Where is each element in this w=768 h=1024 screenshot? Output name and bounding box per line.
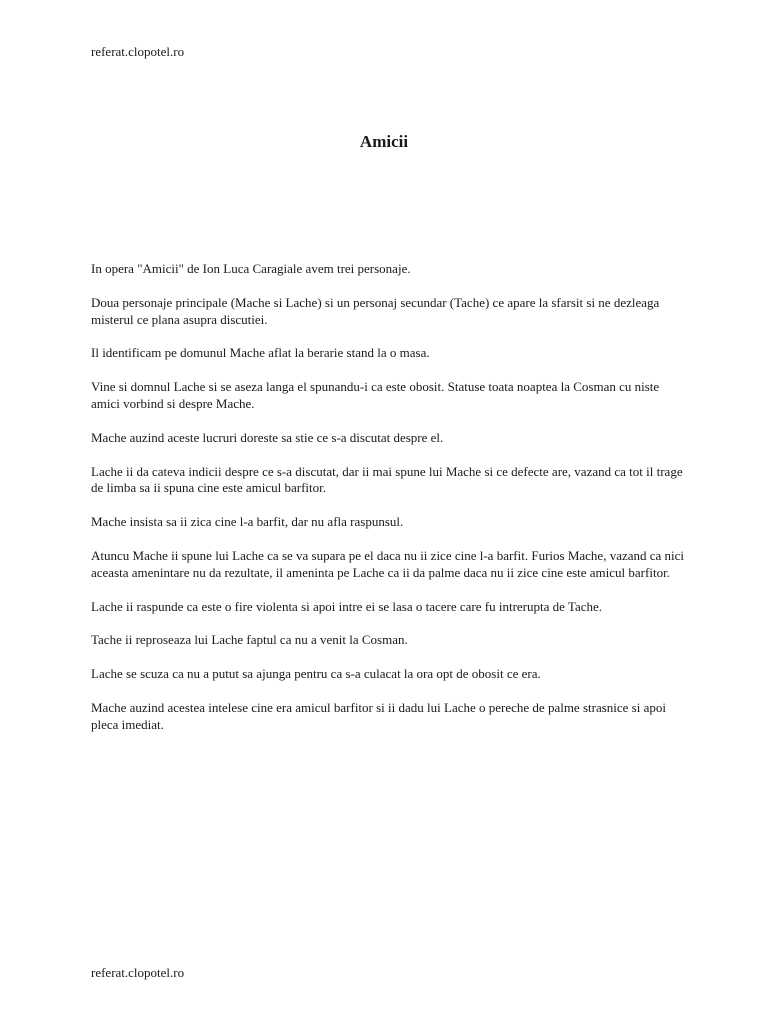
paragraph: Tache ii reproseaza lui Lache faptul ca nu a venit la Cosman. bbox=[91, 632, 408, 648]
paragraph: Mache auzind acestea intelese cine era amicul barfitor si ii dadu lui Lache o pereche de palme strasnice si apoi pleca imediat. bbox=[91, 699, 666, 732]
page-footer-site: referat.clopotel.ro bbox=[91, 965, 185, 980]
document-body bbox=[91, 261, 691, 751]
document-title: Amicii bbox=[359, 132, 409, 151]
paragraph: Lache se scuza ca nu a putut sa ajunga pentru ca s-a culacat la ora opt de obosit ce era. bbox=[91, 666, 541, 682]
paragraph: Mache insista sa ii zica cine l-a barfit, dar nu afla raspunsul. bbox=[91, 514, 404, 530]
paragraph: Il identificam pe domunul Mache aflat la berarie stand la o masa. bbox=[91, 345, 430, 361]
paragraph: Mache auzind aceste lucruri doreste sa stie ce s-a discutat despre el. bbox=[91, 429, 444, 445]
paragraph: Lache ii da cateva indicii despre ce s-a discutat, dar ii mai spune lui Mache si ce defecte are, vazand ca tot il trage de limba sa ii spuna cine este amicul barfitor. bbox=[91, 463, 683, 496]
page-header-site: referat.clopotel.ro bbox=[91, 44, 185, 59]
paragraph: Atuncu Mache ii spune lui Lache ca se va supara pe el daca nu ii zice cine l-a barfit. Furios Mache, vazand ca nici aceasta amenintare nu da rezultate, il ameninta pe Lache ca ii da palme daca nu ii zice cine este amicul barfitor. bbox=[91, 547, 685, 580]
paragraph: Doua personaje principale (Mache si Lache) si un personaj secundar (Tache) ce apare la sfarsit si ne dezleaga misterul ce plana asupra discutiei. bbox=[91, 294, 660, 327]
paragraph: In opera "Amicii" de Ion Luca Caragiale avem trei personaje. bbox=[91, 261, 411, 276]
paragraph: Lache ii raspunde ca este o fire violenta si apoi intre ei se lasa o tacere care fu intrerupta de Tache. bbox=[91, 598, 603, 614]
paragraph: Vine si domnul Lache si se aseza langa el spunandu-i ca este obosit. Statuse toata noaptea la Cosman cu niste amici vorbind si despre Mache. bbox=[91, 379, 660, 411]
